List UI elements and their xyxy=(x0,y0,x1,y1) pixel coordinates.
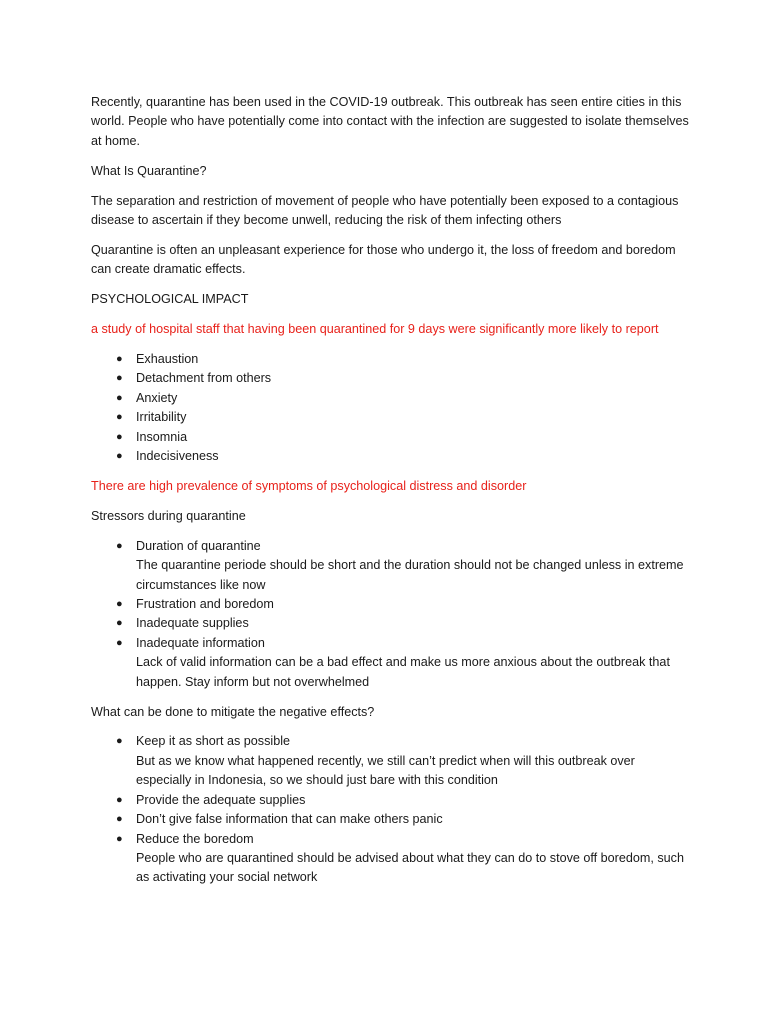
stressor-title: Inadequate supplies xyxy=(136,616,249,631)
list-item xyxy=(91,634,691,692)
symptom-label: Exhaustion xyxy=(136,352,199,367)
list-item xyxy=(91,389,691,408)
stressor-title: Frustration and boredom xyxy=(136,597,274,612)
document-body xyxy=(91,93,691,898)
mitigation-title: Don’t give false information that can make others panic xyxy=(136,812,443,827)
bullet-icon: ● xyxy=(116,636,123,649)
bullet-icon: ● xyxy=(116,539,123,552)
bullet-icon: ● xyxy=(116,617,123,630)
symptom-label: Irritability xyxy=(136,410,187,425)
stressors-list xyxy=(91,537,691,692)
list-item xyxy=(91,537,691,595)
intro-paragraph: Recently, quarantine has been used in the COVID-19 outbreak. This outbreak has seen entire cities in this world. People who have potentially come into contact with the infection are suggested to isolate themselves at home. xyxy=(91,95,689,148)
mitigate-heading: What can be done to mitigate the negative effects? xyxy=(91,704,375,719)
list-item xyxy=(91,350,691,369)
list-item xyxy=(91,447,691,466)
symptom-label: Indecisiveness xyxy=(136,449,219,464)
distress-conclusion: There are high prevalence of symptoms of psychological distress and disorder xyxy=(91,479,527,493)
list-item xyxy=(91,595,691,614)
bullet-icon: ● xyxy=(116,813,123,826)
bullet-icon: ● xyxy=(116,598,123,611)
stressor-detail: Lack of valid information can be a bad effect and make us more anxious about the outbreak that happen. Stay inform but not overwhelmed xyxy=(136,655,670,689)
study-statement: a study of hospital staff that having been quarantined for 9 days were significantly more likely to report xyxy=(91,322,659,337)
mitigation-title: Provide the adequate supplies xyxy=(136,792,306,807)
list-item xyxy=(91,408,691,427)
bullet-icon: ● xyxy=(116,832,123,845)
bullet-icon: ● xyxy=(116,735,123,748)
what-is-quarantine-heading: What Is Quarantine? xyxy=(91,163,207,178)
bullet-icon: ● xyxy=(116,411,123,424)
bullet-icon: ● xyxy=(116,391,123,404)
mitigation-detail: But as we know what happened recently, we still can’t predict when will this outbreak over especially in Indonesia, so we should just bare with this condition xyxy=(136,753,635,788)
stressor-title: Duration of quarantine xyxy=(136,538,261,553)
list-item xyxy=(91,369,691,388)
symptoms-list xyxy=(91,350,691,466)
symptom-label: Anxiety xyxy=(136,390,178,405)
bullet-icon: ● xyxy=(116,430,123,443)
bullet-icon: ● xyxy=(116,353,123,366)
mitigation-detail: People who are quarantined should be advised about what they can do to stove off boredom, such as activating your social network xyxy=(136,850,684,885)
psychological-impact-heading: PSYCHOLOGICAL IMPACT xyxy=(91,292,249,307)
quarantine-definition: The separation and restriction of movement of people who have potentially been exposed to a contagious disease to ascertain if they become unwell, reducing the risk of them infecting others xyxy=(91,193,679,228)
mitigation-title: Reduce the boredom xyxy=(136,831,254,846)
list-item xyxy=(91,428,691,447)
bullet-icon: ● xyxy=(116,793,123,806)
list-item xyxy=(91,810,691,829)
mitigation-list xyxy=(91,732,691,887)
stressor-detail: The quarantine periode should be short and the duration should not be changed unless in extreme circumstances like now xyxy=(136,558,684,592)
stressors-heading: Stressors during quarantine xyxy=(91,508,246,523)
symptom-label: Insomnia xyxy=(136,429,188,444)
list-item xyxy=(91,791,691,810)
list-item xyxy=(91,732,691,790)
list-item xyxy=(91,614,691,633)
stressor-title: Inadequate information xyxy=(136,635,265,650)
mitigation-title: Keep it as short as possible xyxy=(136,734,291,749)
list-item xyxy=(91,830,691,888)
bullet-icon: ● xyxy=(116,372,123,385)
quarantine-note: Quarantine is often an unpleasant experience for those who undergo it, the loss of freedom and boredom can create dramatic effects. xyxy=(91,242,676,277)
bullet-icon: ● xyxy=(116,450,123,463)
symptom-label: Detachment from others xyxy=(136,371,272,386)
